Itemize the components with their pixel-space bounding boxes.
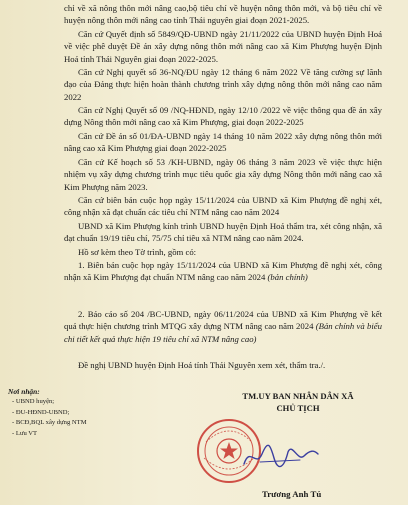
attachment-item-1-text: 1. Biên bản cuộc họp ngày 15/11/2024 của UBND xã Kim Phượng đề nghị xét, công nhận xã Kim Phượng đạt chuẩn NTM nâng cao năm 2024 (64, 260, 382, 283)
attachment-item-1 (64, 259, 382, 284)
recipients-title: Nơi nhận: (8, 387, 40, 396)
closing-request: Đề nghị UBND huyện Định Hoá tỉnh Thái Nguyên xem xét, thẩm tra./. (78, 360, 326, 370)
attachment-item-2-note: (Bản chính và biểu chi tiết kết quả thực hiện 19 tiêu chí xã NTM nâng cao) (64, 321, 382, 344)
attachment-item-1-note: (bản chính) (267, 272, 308, 283)
signer-name: Trương Anh Tú (262, 489, 322, 499)
recipient-item: - Lưu VT (12, 429, 38, 437)
attachment-item-2-text: 2. Báo cáo số 204 /BC-UBND, ngày 06/11/2024 của UBND xã Kim Phượng về kết quả thực hiện chương trình MTQG xây dựng NTM nâng cao năm 2024 (64, 309, 382, 332)
basis-resolution-36: Căn cứ Nghị quyết số 36-NQ/ĐU ngày 12 tháng 6 năm 2022 Về tăng cường sự lãnh đạo của Đảng thực hiện hoàn thành chương trình xây dựng nông thôn mới nâng cao năm 2022 (64, 67, 382, 102)
signature-block (198, 390, 398, 414)
recipients-block (8, 387, 158, 439)
attachment-item-2 (64, 308, 382, 345)
basis-resolution-09: Căn cứ Nghị Quyết số 09 /NQ-HĐND, ngày 12/10 /2022 về việc thông qua đề án xây dựng Nông thôn mới nâng cao xã Kim Phượng, giai đoạn 2022-2025 (64, 105, 382, 128)
intro-paragraph: chỉ về xã nông thôn mới nâng cao,bộ tiêu chí về huyện nông thôn mới, và bộ tiêu chí về huyện nông thôn mới nâng cao tỉnh Thái nguyên giai đoạn 2021-2025. (64, 3, 382, 26)
recipient-item: - UBND huyện; (12, 398, 55, 405)
basis-plan-53: Căn cứ Kế hoạch số 53 /KH-UBND, ngày 06 tháng 3 năm 2023 về việc thực hiện nhiệm vụ xây dựng chương trình mục tiêu quốc gia xây dựng Nông thôn mới nâng cao xã Kim Phượng năm 2023. (64, 157, 382, 192)
handwritten-signature (240, 438, 320, 478)
signer-organization: TM.UY BAN NHÂN DÂN XÃ (242, 391, 354, 401)
request-paragraph: UBND xã Kim Phượng kính trình UBND huyện Định Hoá thẩm tra, xét công nhận, xã đạt chuẩn 19/19 tiêu chí, 75/75 chỉ tiêu xã NTM nâng cao năm 2024. (64, 221, 382, 244)
attachments-heading: Hồ sơ kèm theo Tờ trình, gồm có: (78, 247, 197, 257)
signer-title: CHỦ TỊCH (276, 403, 320, 413)
basis-project-01: Căn cứ Đề án số 01/ĐA-UBND ngày 14 tháng 10 năm 2022 xây dựng nông thôn mới nâng cao xã Kim Phượng giai đoạn 2022-2025 (64, 131, 382, 154)
recipient-item: - BCĐ,BQL xây dựng NTM (12, 419, 87, 426)
basis-decision-5849: Căn cứ Quyết định số 5849/QĐ-UBND ngày 21/11/2022 của UBND huyện Định Hoá về việc phê duyệt Đề án xây dựng nông thôn mới nâng cao xã Kim Phượng huyện Định Hoá tỉnh Thái Nguyên giai đoạn 2022-2025. (64, 29, 382, 64)
basis-meeting-minutes: Căn cứ biên bản cuộc họp ngày 15/11/2024 của UBND xã Kim Phượng đề nghị xét, công nhận xã đạt chuẩn các tiêu chí NTM nâng cao năm 2024 (64, 195, 382, 218)
recipient-item: - ĐU-HĐND-UBND; (12, 408, 70, 416)
